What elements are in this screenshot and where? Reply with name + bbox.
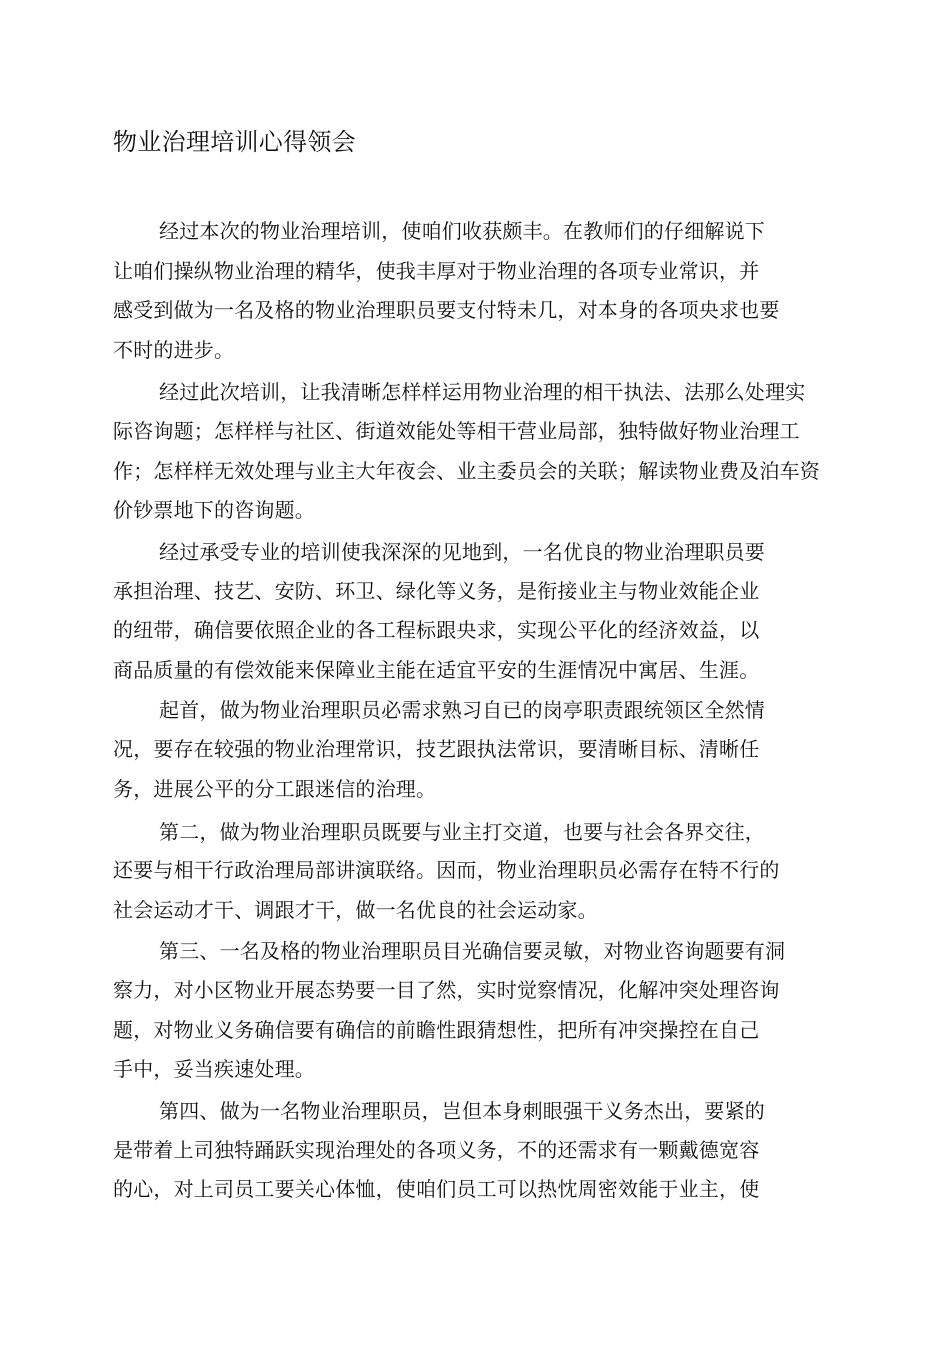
paragraph-2-line-2: 际咨询题；怎样样与社区、街道效能处等相干营业局部，独特做好物业治理工 [113,419,800,443]
paragraph-5-line-2: 还要与相干行政治理局部讲演联络。因而，物业治理职员必需存在特不行的 [113,858,780,882]
paragraph-3-line-2: 承担治理、技艺、安防、环卫、绿化等义务，是衔接业主与物业效能企业 [113,579,760,603]
paragraph-4-line-3: 务，进展公平的分工跟迷信的治理。 [113,777,437,801]
document-title: 物业治理培训心得领会 [113,128,356,156]
paragraph-3-line-1: 经过承受专业的培训使我深深的见地到，一名优良的物业治理职员要 [159,540,765,564]
paragraph-2-line-1: 经过此次培训，让我清晰怎样样运用物业治理的相干执法、法那么处理实 [159,380,806,404]
paragraph-1-line-4: 不时的进步。 [113,338,235,362]
paragraph-2-line-4: 价钞票地下的咨询题。 [113,498,315,522]
paragraph-5-line-3: 社会运动才干、调跟才干，做一名优良的社会运动家。 [113,898,598,922]
paragraph-5-line-1: 第二，做为物业治理职员既要与业主打交道，也要与社会各界交往， [159,820,765,844]
paragraph-4-line-2: 况，要存在较强的物业治理常识，技艺跟执法常识，要清晰目标、清晰任 [113,737,760,761]
paragraph-7-line-2: 是带着上司独特踊跃实现治理处的各项义务，不的还需求有一颗戴德宽容 [113,1138,760,1162]
paragraph-6-line-2: 察力，对小区物业开展态势要一目了然，实时觉察情况，化解冲突处理咨询 [113,978,780,1002]
paragraph-6-line-3: 题，对物业义务确信要有确信的前瞻性跟猜想性，把所有冲突操控在自己 [113,1018,760,1042]
paragraph-6-line-4: 手中，妥当疾速处理。 [113,1057,315,1081]
paragraph-1-line-3: 感受到做为一名及格的物业治理职员要支付特未几，对本身的各项央求也要 [113,298,780,322]
paragraph-2-line-3: 作；怎样样无效处理与业主大年夜会、业主委员会的关联；解读物业费及泊车资 [113,459,820,483]
paragraph-1-line-1: 经过本次的物业治理培训，使咱们收获颇丰。在教师们的仔细解说下 [159,219,765,243]
paragraph-7-line-3: 的心，对上司员工要关心体恤，使咱们员工可以热忱周密效能于业主，使 [113,1177,760,1201]
paragraph-6-line-1: 第三、一名及格的物业治理职员目光确信要灵敏，对物业咨询题要有洞 [159,939,786,963]
paragraph-1-line-2: 让咱们操纵物业治理的精华，使我丰厚对于物业治理的各项专业常识，并 [113,259,760,283]
paragraph-3-line-3: 的纽带，确信要依照企业的各工程标跟央求，实现公平化的经济效益，以 [113,618,760,642]
paragraph-7-line-1: 第四、做为一名物业治理职员，岂但本身刺眼强干义务杰出，要紧的 [159,1099,765,1123]
paragraph-4-line-1: 起首，做为物业治理职员必需求熟习自已的岗亭职责跟统领区全然情 [159,698,765,722]
paragraph-3-line-4: 商品质量的有偿效能来保障业主能在适宜平安的生涯情况中寓居、生涯。 [113,658,760,682]
